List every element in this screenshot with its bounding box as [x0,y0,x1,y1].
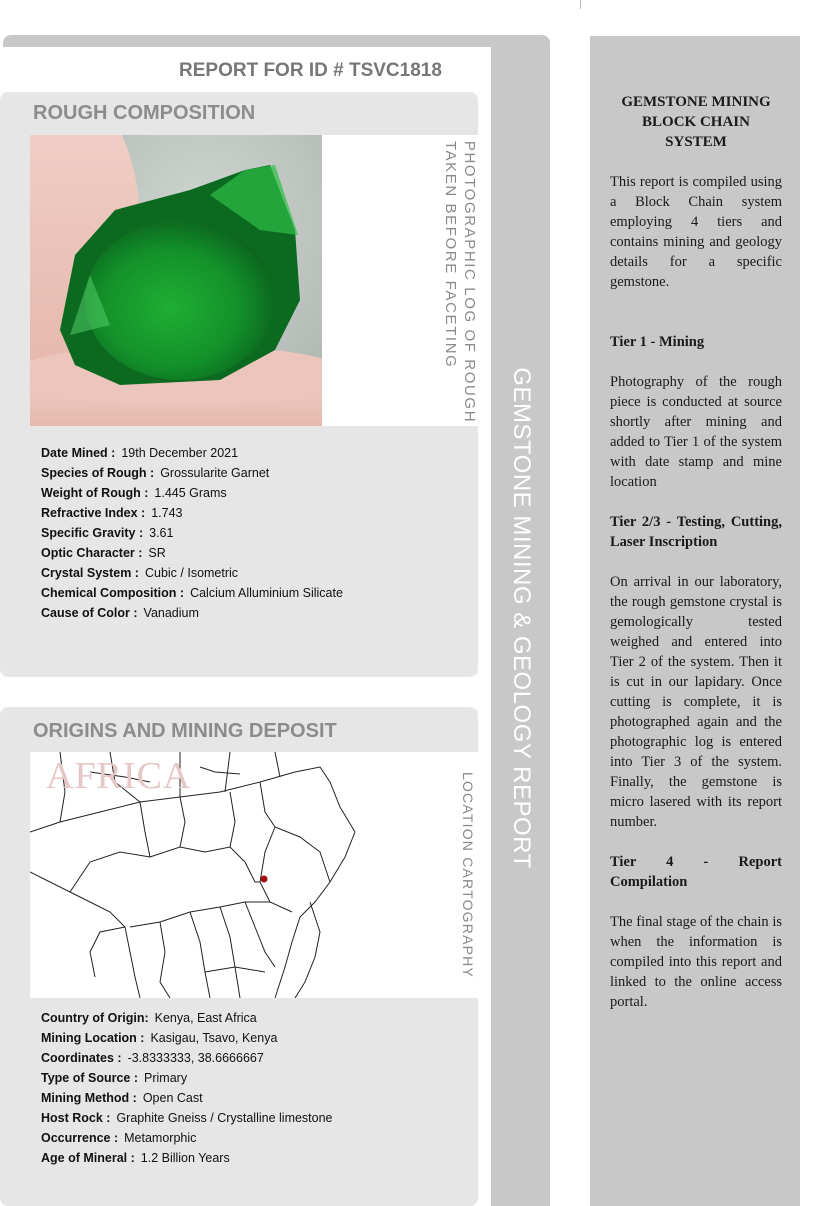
top-frame-bar [3,35,550,47]
detail-value: 3.61 [149,526,174,540]
detail-row [41,1068,333,1088]
detail-row [41,1128,333,1148]
sidebar-content [610,92,782,1052]
detail-row [41,523,343,543]
vertical-report-title: GEMSTONE MINING & GEOLOGY REPORT [508,367,535,869]
detail-label: Type of Source : [41,1071,139,1085]
tier1-text: Photography of the rough piece is conducted at source shortly after mining and added to Tier 1 of the system with date stamp and mine location [610,374,782,490]
detail-label: Country of Origin: [41,1011,149,1025]
detail-value: Kenya, East Africa [154,1011,257,1025]
sidebar-title: GEMSTONE MINING BLOCK CHAIN SYSTEM [621,94,771,150]
detail-value: 19th December 2021 [121,446,239,460]
detail-row [41,603,343,623]
detail-label: Host Rock : [41,1111,111,1125]
tier1-heading: Tier 1 - Mining [610,334,705,350]
tier4-text: The final stage of the chain is when the information is compiled into this report and linked to the online access portal. [610,914,782,1010]
detail-label: Weight of Rough : [41,486,149,500]
rough-composition-heading: ROUGH COMPOSITION [33,102,256,124]
detail-row [41,1108,333,1128]
rough-photo-area [30,135,478,426]
map-area [30,752,478,998]
detail-value: Graphite Gneiss / Crystalline limestone [116,1111,333,1125]
origin-details-list [41,1008,333,1168]
tier4-heading: Tier 4 - Report Compilation [610,854,782,890]
detail-row [41,1148,333,1168]
detail-value: 1.445 Grams [154,486,227,500]
detail-value: 1.743 [151,506,183,520]
detail-value: Primary [144,1071,188,1085]
detail-value: -3.8333333, 38.6666667 [127,1051,264,1065]
detail-row [41,1088,333,1108]
origins-heading: ORIGINS AND MINING DEPOSIT [33,720,337,742]
detail-label: Cause of Color : [41,606,138,620]
detail-row [41,543,343,563]
top-tick-mark [580,0,581,9]
rough-gemstone-photo [30,135,322,426]
detail-row [41,503,343,523]
detail-row [41,583,343,603]
rough-details-list [41,443,343,623]
detail-label: Chemical Composition : [41,586,185,600]
detail-value: Vanadium [143,606,199,620]
detail-value: Kasigau, Tsavo, Kenya [150,1031,278,1045]
detail-label: Occurrence : [41,1131,119,1145]
rough-photo-caption: PHOTOGRAPHIC LOG OF ROUGH TAKEN BEFORE FACETING [442,140,478,424]
tier23-heading: Tier 2/3 - Testing, Cutting, Laser Inscription [610,514,782,550]
detail-value: SR [148,546,166,560]
tier23-text: On arrival in our laboratory, the rough gemstone crystal is gemologically tested weighed and entered into Tier 2 of the system. Then it is cut in our lapidary. Once cutting is complete, it is photographed again and the photographic log is entered into Tier 3 of the system. Finally, the gemstone is micro lasered with its report number. [610,574,782,830]
detail-value: Calcium Alluminium Silicate [190,586,343,600]
detail-value: Open Cast [142,1091,203,1105]
detail-label: Date Mined : [41,446,116,460]
detail-value: Metamorphic [124,1131,197,1145]
gemstone-image [30,135,322,426]
detail-value: Grossularite Garnet [160,466,270,480]
detail-value: 1.2 Billion Years [140,1151,230,1165]
detail-label: Mining Location : [41,1031,145,1045]
blockchain-sidebar [590,36,800,1206]
detail-label: Specific Gravity : [41,526,144,540]
detail-label: Coordinates : [41,1051,122,1065]
detail-row [41,1028,333,1048]
detail-row [41,1048,333,1068]
detail-label: Refractive Index : [41,506,146,520]
detail-label: Crystal System : [41,566,139,580]
detail-label: Mining Method : [41,1091,137,1105]
detail-label: Optic Character : [41,546,143,560]
detail-row [41,1008,333,1028]
map-caption: LOCATION CARTOGRAPHY [460,771,476,979]
detail-label: Species of Rough : [41,466,155,480]
detail-label: Age of Mineral : [41,1151,135,1165]
sidebar-intro: This report is compiled using a Block Chain system employing 4 tiers and contains mining and geology details for a specific gemstone. [610,174,782,290]
map-watermark-label: AFRICA [46,755,192,797]
detail-row [41,483,343,503]
detail-row [41,563,343,583]
detail-row [41,443,343,463]
report-id-title: REPORT FOR ID # TSVC1818 [179,60,442,81]
africa-map [30,752,360,998]
detail-value: Cubic / Isometric [144,566,239,580]
detail-row [41,463,343,483]
